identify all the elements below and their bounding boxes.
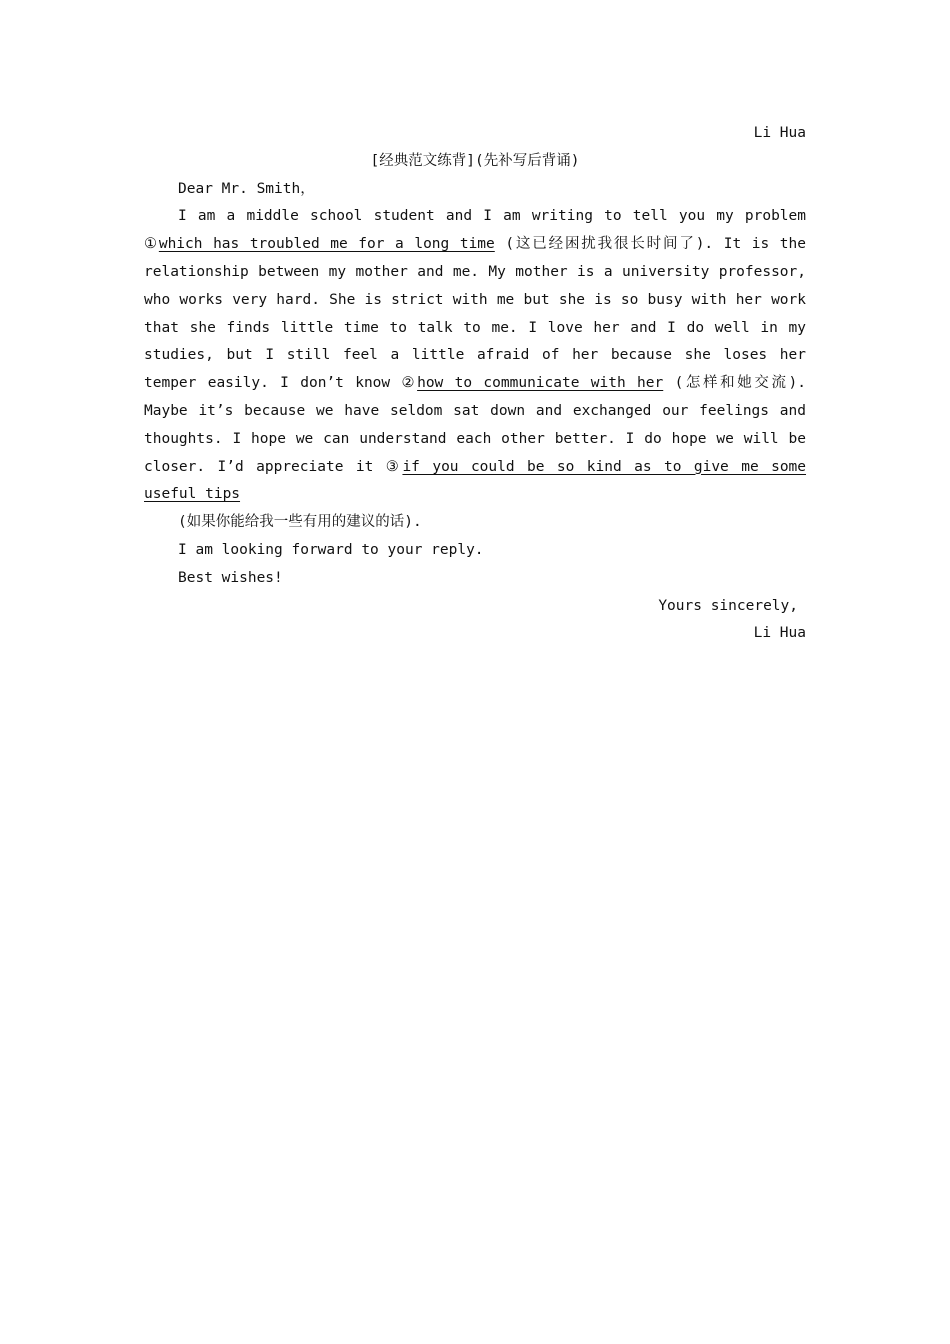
letter-body <box>144 203 806 509</box>
body-text-3: (怎样和她交流). Maybe it’s because we have seldom sat down and exchanged our feelings and thoughts. I hope we can understand each other better. I do hope we will be closer. I’d appreciate it <box>144 375 807 475</box>
blank-3-hint: (如果你能给我一些有用的建议的话). <box>178 514 422 531</box>
blank-3-answer: if you could be so kind as to give me some useful tips <box>144 458 807 503</box>
body-text-1: I am a middle school student and I am writing to tell you my problem <box>178 208 806 225</box>
blank-1-number: ① <box>144 236 159 253</box>
blank-2-answer: how to communicate with her <box>417 375 664 392</box>
blank-1-answer: which has troubled me for a long time <box>158 236 495 253</box>
blank-3-number: ③ <box>385 458 403 475</box>
document-page <box>144 120 806 648</box>
sign-off: Yours sincerely, <box>658 597 798 614</box>
top-signature: Li Hua <box>753 125 806 141</box>
best-wishes: Best wishes! <box>178 569 283 586</box>
blank-2-number: ② <box>401 375 418 392</box>
closing-line: I am looking forward to your reply. <box>178 541 484 558</box>
letter-greeting: Dear Mr. Smith， <box>178 180 315 197</box>
signature: Li Hua <box>753 625 806 642</box>
body-text-2: (这已经困扰我很长时间了). It is the relationship between my mother and me. My mother is a university professor, who works very hard. She is strict with me but she is so busy with her work that she finds little time to talk to me. I love her and I do well in my studies, but I still feel a little afraid of her because she loses her temper easily. I don’t know <box>144 236 806 392</box>
section-title: [经典范文练背](先补写后背诵) <box>370 152 580 169</box>
